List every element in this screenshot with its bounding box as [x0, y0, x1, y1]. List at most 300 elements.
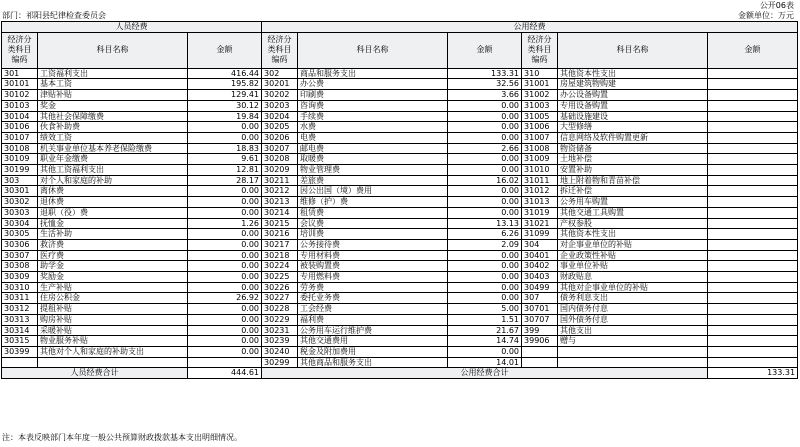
public-b-name-cell: 公务用车购置 [558, 197, 708, 208]
personnel-code-cell: 301 [2, 68, 38, 79]
table-row [2, 68, 798, 79]
public-b-amount-cell [708, 304, 798, 315]
public-total-label: 公用经费合计 [262, 368, 708, 379]
personnel-amount-cell: 1.26 [188, 218, 262, 229]
public-b-name-cell: 其他对企事业单位的补贴 [558, 282, 708, 293]
personnel-name-cell: 离休费 [38, 186, 188, 197]
public-b-amount-cell [708, 175, 798, 186]
public-a-name-cell: 公务用车运行维护费 [298, 325, 448, 336]
col-header-name: 科目名称 [298, 32, 448, 68]
public-a-code-cell: 30226 [262, 282, 298, 293]
public-a-name-cell: 商品和服务支出 [298, 68, 448, 79]
public-a-name-cell: 专用材料费 [298, 250, 448, 261]
public-a-amount-cell: 6.26 [448, 229, 522, 240]
public-b-code-cell: 31001 [522, 79, 558, 90]
public-b-name-cell: 赠与 [558, 336, 708, 347]
public-b-code-cell: 31003 [522, 100, 558, 111]
personnel-code-cell: 30310 [2, 282, 38, 293]
table-row [2, 197, 798, 208]
public-a-code-cell: 30208 [262, 154, 298, 165]
public-a-code-cell: 30217 [262, 239, 298, 250]
personnel-amount-cell: 0.00 [188, 250, 262, 261]
personnel-name-cell: 购房补贴 [38, 314, 188, 325]
personnel-code-cell: 30399 [2, 346, 38, 357]
public-b-amount-cell [708, 207, 798, 218]
expenditure-table [1, 21, 798, 379]
public-b-amount-cell [708, 132, 798, 143]
personnel-name-cell: 助学金 [38, 261, 188, 272]
public-a-amount-cell: 0.00 [448, 165, 522, 176]
personnel-name-cell: 住房公积金 [38, 293, 188, 304]
table-row [2, 325, 798, 336]
public-b-amount-cell [708, 357, 798, 368]
public-a-name-cell: 租赁费 [298, 207, 448, 218]
personnel-code-cell: 30314 [2, 325, 38, 336]
personnel-amount-cell: 0.00 [188, 325, 262, 336]
public-a-amount-cell: 0.00 [448, 261, 522, 272]
table-row [2, 122, 798, 133]
public-a-code-cell: 30207 [262, 143, 298, 154]
public-a-code-cell: 30211 [262, 175, 298, 186]
personnel-code-cell: 30104 [2, 111, 38, 122]
public-a-code-cell: 30204 [262, 111, 298, 122]
public-b-amount-cell [708, 197, 798, 208]
public-a-code-cell: 30201 [262, 79, 298, 90]
table-row [2, 186, 798, 197]
public-b-code-cell: 30402 [522, 261, 558, 272]
col-header-name: 科目名称 [558, 32, 708, 68]
public-b-amount-cell [708, 272, 798, 283]
personnel-code-cell: 30109 [2, 154, 38, 165]
public-a-amount-cell: 0.00 [448, 154, 522, 165]
public-b-amount-cell [708, 325, 798, 336]
public-b-code-cell: 31021 [522, 218, 558, 229]
public-a-code-cell: 30228 [262, 304, 298, 315]
public-b-name-cell: 信息网络及软件购置更新 [558, 132, 708, 143]
public-a-code-cell: 30213 [262, 197, 298, 208]
public-a-code-cell: 30218 [262, 250, 298, 261]
col-header-name: 科目名称 [38, 32, 188, 68]
personnel-name-cell: 医疗费 [38, 250, 188, 261]
public-a-amount-cell: 0.00 [448, 346, 522, 357]
personnel-code-cell: 30309 [2, 272, 38, 283]
personnel-amount-cell: 0.00 [188, 336, 262, 347]
public-b-amount-cell [708, 346, 798, 357]
table-row [2, 100, 798, 111]
public-a-name-cell: 水费 [298, 122, 448, 133]
public-a-code-cell: 30227 [262, 293, 298, 304]
public-b-code-cell [522, 357, 558, 368]
public-b-code-cell: 31006 [522, 122, 558, 133]
public-b-code-cell: 399 [522, 325, 558, 336]
personnel-total-value: 444.61 [188, 368, 262, 379]
personnel-name-cell: 基本工资 [38, 79, 188, 90]
col-header-code: 经济分类科目编码 [2, 32, 38, 68]
public-b-amount-cell [708, 250, 798, 261]
personnel-amount-cell: 0.00 [188, 197, 262, 208]
public-b-name-cell: 地上附着物和青苗补偿 [558, 175, 708, 186]
personnel-name-cell: 其他工资福利支出 [38, 165, 188, 176]
public-b-name-cell: 拆迁补偿 [558, 186, 708, 197]
public-b-name-cell: 其他交通工具购置 [558, 207, 708, 218]
personnel-name-cell: 机关事业单位基本养老保险缴费 [38, 143, 188, 154]
public-b-name-cell: 其他资本性支出 [558, 229, 708, 240]
personnel-amount-cell: 12.81 [188, 165, 262, 176]
public-a-code-cell: 30215 [262, 218, 298, 229]
personnel-code-cell: 30301 [2, 186, 38, 197]
public-a-amount-cell: 5.00 [448, 304, 522, 315]
public-b-name-cell: 办公设备购置 [558, 90, 708, 101]
table-row [2, 282, 798, 293]
personnel-amount-cell: 129.41 [188, 90, 262, 101]
public-b-code-cell: 30401 [522, 250, 558, 261]
personnel-amount-cell: 19.84 [188, 111, 262, 122]
personnel-name-cell: 抚恤金 [38, 218, 188, 229]
public-a-name-cell: 专用燃料费 [298, 272, 448, 283]
public-b-code-cell: 30403 [522, 272, 558, 283]
personnel-code-cell: 30315 [2, 336, 38, 347]
public-b-code-cell: 31010 [522, 165, 558, 176]
table-row [2, 79, 798, 90]
table-row [2, 143, 798, 154]
public-b-code-cell: 39906 [522, 336, 558, 347]
public-b-name-cell: 产权参股 [558, 218, 708, 229]
footnote: 注：本表反映部门本年度一般公共预算财政拨款基本支出明细情况。 [2, 433, 242, 442]
table-row [2, 239, 798, 250]
public-a-name-cell: 福利费 [298, 314, 448, 325]
public-b-code-cell: 307 [522, 293, 558, 304]
public-a-code-cell: 30205 [262, 122, 298, 133]
public-a-amount-cell: 0.00 [448, 250, 522, 261]
public-a-name-cell: 税金及附加费用 [298, 346, 448, 357]
public-a-name-cell: 培训费 [298, 229, 448, 240]
personnel-amount-cell: 0.00 [188, 272, 262, 283]
public-a-name-cell: 其他交通费用 [298, 336, 448, 347]
personnel-amount-cell: 195.82 [188, 79, 262, 90]
personnel-code-cell: 30199 [2, 165, 38, 176]
public-b-amount-cell [708, 186, 798, 197]
personnel-name-cell: 奖金 [38, 100, 188, 111]
personnel-name-cell: 采暖补贴 [38, 325, 188, 336]
personnel-amount-cell: 0.00 [188, 239, 262, 250]
public-a-code-cell: 30209 [262, 165, 298, 176]
public-b-name-cell [558, 346, 708, 357]
personnel-name-cell: 津贴补贴 [38, 90, 188, 101]
public-b-name-cell: 专用设备购置 [558, 100, 708, 111]
public-b-code-cell: 31002 [522, 90, 558, 101]
public-a-code-cell: 30231 [262, 325, 298, 336]
public-a-amount-cell: 14.74 [448, 336, 522, 347]
public-b-name-cell: 其他资本性支出 [558, 68, 708, 79]
public-b-name-cell: 企业政策性补贴 [558, 250, 708, 261]
public-a-name-cell: 办公费 [298, 79, 448, 90]
public-a-amount-cell: 3.66 [448, 90, 522, 101]
table-row [2, 229, 798, 240]
public-a-amount-cell: 0.00 [448, 282, 522, 293]
public-b-amount-cell [708, 293, 798, 304]
personnel-amount-cell: 416.44 [188, 68, 262, 79]
personnel-name-cell: 退休费 [38, 197, 188, 208]
table-row [2, 165, 798, 176]
public-a-name-cell: 被装购置费 [298, 261, 448, 272]
public-a-name-cell: 委托业务费 [298, 293, 448, 304]
personnel-name-cell: 对个人和家庭的补助 [38, 175, 188, 186]
personnel-amount-cell: 0.00 [188, 122, 262, 133]
table-row [2, 132, 798, 143]
public-b-code-cell: 31012 [522, 186, 558, 197]
public-b-amount-cell [708, 336, 798, 347]
public-a-name-cell: 会议费 [298, 218, 448, 229]
public-b-name-cell: 事业单位补贴 [558, 261, 708, 272]
public-b-amount-cell [708, 239, 798, 250]
personnel-code-cell: 30312 [2, 304, 38, 315]
public-b-name-cell: 土地补偿 [558, 154, 708, 165]
public-a-amount-cell: 14.01 [448, 357, 522, 368]
public-b-code-cell: 31099 [522, 229, 558, 240]
public-b-code-cell: 31008 [522, 143, 558, 154]
table-row [2, 175, 798, 186]
public-b-name-cell: 大型修缮 [558, 122, 708, 133]
public-a-name-cell: 其他商品和服务支出 [298, 357, 448, 368]
public-b-amount-cell [708, 143, 798, 154]
personnel-amount-cell: 0.00 [188, 261, 262, 272]
public-b-name-cell: 基础设施建设 [558, 111, 708, 122]
personnel-name-cell: 生产补贴 [38, 282, 188, 293]
public-a-amount-cell: 0.00 [448, 197, 522, 208]
table-row [2, 357, 798, 368]
public-b-name-cell: 财政贴息 [558, 272, 708, 283]
col-header-code: 经济分类科目编码 [522, 32, 558, 68]
personnel-name-cell: 伙食补助费 [38, 122, 188, 133]
personnel-amount-cell: 0.00 [188, 132, 262, 143]
public-b-name-cell: 物资储备 [558, 143, 708, 154]
col-header-amount: 金额 [708, 32, 798, 68]
personnel-total-label: 人员经费合计 [2, 368, 188, 379]
public-total-value: 133.31 [708, 368, 798, 379]
public-a-amount-cell: 0.00 [448, 293, 522, 304]
public-b-code-cell: 30701 [522, 304, 558, 315]
public-a-code-cell: 30202 [262, 90, 298, 101]
table-row [2, 218, 798, 229]
department-label: 部门：祁阳县纪律检查委员会 [2, 11, 106, 20]
public-b-amount-cell [708, 111, 798, 122]
personnel-amount-cell: 0.00 [188, 186, 262, 197]
public-a-amount-cell: 0.00 [448, 111, 522, 122]
table-row [2, 314, 798, 325]
public-b-amount-cell [708, 261, 798, 272]
personnel-code-cell: 30306 [2, 239, 38, 250]
public-a-amount-cell: 1.51 [448, 314, 522, 325]
personnel-code-cell: 30108 [2, 143, 38, 154]
personnel-code-cell: 30302 [2, 197, 38, 208]
public-a-name-cell: 取暖费 [298, 154, 448, 165]
public-a-code-cell: 30214 [262, 207, 298, 218]
public-a-amount-cell: 0.00 [448, 100, 522, 111]
public-b-code-cell: 31007 [522, 132, 558, 143]
public-a-code-cell: 302 [262, 68, 298, 79]
public-a-amount-cell: 2.66 [448, 143, 522, 154]
public-b-amount-cell [708, 68, 798, 79]
public-a-code-cell: 30229 [262, 314, 298, 325]
public-a-amount-cell: 0.00 [448, 132, 522, 143]
personnel-amount-cell: 0.00 [188, 304, 262, 315]
personnel-code-cell: 30107 [2, 132, 38, 143]
public-a-amount-cell: 0.00 [448, 207, 522, 218]
public-a-code-cell: 30299 [262, 357, 298, 368]
public-a-name-cell: 工会经费 [298, 304, 448, 315]
section-public: 公用经费 [262, 22, 798, 33]
personnel-code-cell: 30304 [2, 218, 38, 229]
public-a-amount-cell: 0.00 [448, 186, 522, 197]
public-b-amount-cell [708, 79, 798, 90]
personnel-name-cell: 救济费 [38, 239, 188, 250]
col-header-code: 经济分类科目编码 [262, 32, 298, 68]
personnel-code-cell: 30308 [2, 261, 38, 272]
personnel-name-cell: 其他对个人和家庭的补助支出 [38, 346, 188, 357]
public-a-name-cell: 电费 [298, 132, 448, 143]
personnel-name-cell: 其他社会保障缴费 [38, 111, 188, 122]
personnel-amount-cell: 30.12 [188, 100, 262, 111]
section-personnel: 人员经费 [2, 22, 262, 33]
public-b-code-cell: 31019 [522, 207, 558, 218]
public-a-amount-cell: 21.67 [448, 325, 522, 336]
personnel-name-cell: 退职（役）费 [38, 207, 188, 218]
public-b-code-cell [522, 346, 558, 357]
public-b-name-cell: 对企事业单位的补贴 [558, 239, 708, 250]
public-a-code-cell: 30239 [262, 336, 298, 347]
public-a-code-cell: 30240 [262, 346, 298, 357]
col-header-amount: 金额 [188, 32, 262, 68]
public-b-code-cell: 31005 [522, 111, 558, 122]
public-b-code-cell: 31009 [522, 154, 558, 165]
personnel-name-cell: 奖励金 [38, 272, 188, 283]
table-row [2, 207, 798, 218]
col-header-amount: 金额 [448, 32, 522, 68]
personnel-amount-cell: 28.17 [188, 175, 262, 186]
public-b-code-cell: 31011 [522, 175, 558, 186]
public-a-name-cell: 维修（护）费 [298, 197, 448, 208]
public-a-code-cell: 30216 [262, 229, 298, 240]
public-b-amount-cell [708, 282, 798, 293]
personnel-name-cell: 提租补贴 [38, 304, 188, 315]
personnel-code-cell: 30102 [2, 90, 38, 101]
public-b-name-cell: 国内债务付息 [558, 304, 708, 315]
table-row [2, 272, 798, 283]
public-a-amount-cell: 32.56 [448, 79, 522, 90]
personnel-code-cell: 30307 [2, 250, 38, 261]
personnel-code-cell: 30106 [2, 122, 38, 133]
table-row [2, 293, 798, 304]
public-b-amount-cell [708, 165, 798, 176]
table-row [2, 304, 798, 315]
personnel-code-cell: 30313 [2, 314, 38, 325]
personnel-code-cell: 30103 [2, 100, 38, 111]
personnel-code-cell: 30311 [2, 293, 38, 304]
public-b-amount-cell [708, 90, 798, 101]
public-a-amount-cell: 0.00 [448, 122, 522, 133]
public-b-code-cell: 310 [522, 68, 558, 79]
public-b-amount-cell [708, 154, 798, 165]
personnel-amount-cell: 0.00 [188, 282, 262, 293]
personnel-name-cell [38, 357, 188, 368]
table-row [2, 261, 798, 272]
personnel-amount-cell: 0.00 [188, 207, 262, 218]
table-row [2, 154, 798, 165]
personnel-code-cell: 30305 [2, 229, 38, 240]
personnel-name-cell: 生活补助 [38, 229, 188, 240]
public-a-amount-cell: 16.02 [448, 175, 522, 186]
unit-label: 金额单位：万元 [738, 11, 794, 20]
public-b-code-cell: 30499 [522, 282, 558, 293]
public-a-code-cell: 30212 [262, 186, 298, 197]
personnel-amount-cell: 0.00 [188, 229, 262, 240]
table-row [2, 250, 798, 261]
personnel-code-cell: 30101 [2, 79, 38, 90]
public-a-amount-cell: 133.31 [448, 68, 522, 79]
public-a-name-cell: 公务接待费 [298, 239, 448, 250]
public-b-amount-cell [708, 218, 798, 229]
table-row [2, 346, 798, 357]
personnel-code-cell [2, 357, 38, 368]
personnel-name-cell: 绩效工资 [38, 132, 188, 143]
public-a-name-cell: 因公出国（境）费用 [298, 186, 448, 197]
public-b-name-cell: 债务利息支出 [558, 293, 708, 304]
public-a-name-cell: 邮电费 [298, 143, 448, 154]
public-a-name-cell: 手续费 [298, 111, 448, 122]
personnel-amount-cell: 0.00 [188, 314, 262, 325]
public-b-code-cell: 30707 [522, 314, 558, 325]
public-a-code-cell: 30224 [262, 261, 298, 272]
personnel-name-cell: 职业年金缴费 [38, 154, 188, 165]
personnel-name-cell: 物业服务补贴 [38, 336, 188, 347]
public-b-amount-cell [708, 122, 798, 133]
public-b-amount-cell [708, 314, 798, 325]
public-a-name-cell: 差旅费 [298, 175, 448, 186]
personnel-amount-cell: 9.61 [188, 154, 262, 165]
public-a-name-cell: 劳务费 [298, 282, 448, 293]
public-b-code-cell: 304 [522, 239, 558, 250]
public-b-name-cell [558, 357, 708, 368]
personnel-amount-cell: 18.83 [188, 143, 262, 154]
personnel-amount-cell: 26.92 [188, 293, 262, 304]
public-a-amount-cell: 0.00 [448, 272, 522, 283]
table-row [2, 336, 798, 347]
personnel-code-cell: 303 [2, 175, 38, 186]
public-b-name-cell: 房屋建筑物购建 [558, 79, 708, 90]
public-a-code-cell: 30206 [262, 132, 298, 143]
public-a-code-cell: 30203 [262, 100, 298, 111]
public-b-amount-cell [708, 229, 798, 240]
public-a-name-cell: 物业管理费 [298, 165, 448, 176]
form-number: 公开06表 [759, 1, 794, 10]
public-b-code-cell: 31013 [522, 197, 558, 208]
public-a-amount-cell: 13.13 [448, 218, 522, 229]
personnel-code-cell: 30303 [2, 207, 38, 218]
personnel-amount-cell [188, 357, 262, 368]
table-row [2, 111, 798, 122]
public-a-amount-cell: 2.09 [448, 239, 522, 250]
public-b-name-cell: 国外债务付息 [558, 314, 708, 325]
public-b-amount-cell [708, 100, 798, 111]
personnel-name-cell: 工资福利支出 [38, 68, 188, 79]
public-a-code-cell: 30225 [262, 272, 298, 283]
public-b-name-cell: 安置补助 [558, 165, 708, 176]
public-b-name-cell: 其他支出 [558, 325, 708, 336]
public-a-name-cell: 咨询费 [298, 100, 448, 111]
public-a-name-cell: 印刷费 [298, 90, 448, 101]
table-row [2, 90, 798, 101]
personnel-amount-cell: 0.00 [188, 346, 262, 357]
